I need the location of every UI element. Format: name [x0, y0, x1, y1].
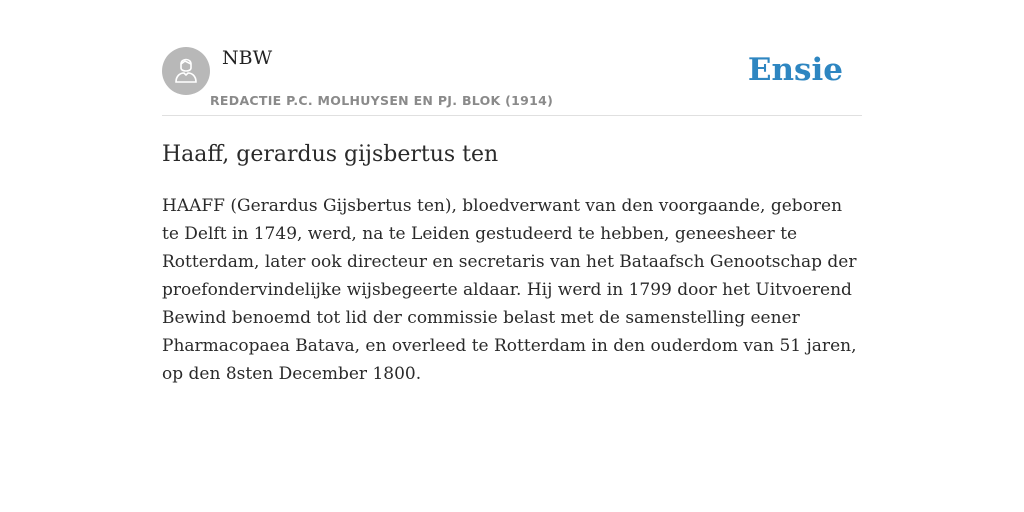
user-icon [173, 54, 199, 89]
author-avatar[interactable] [162, 47, 210, 95]
article-body: HAAFF (Gerardus Gijsbertus ten), bloedverwant van den voorgaande, geboren te Delft in 1749, werd, na te Leiden gestudeerd te hebben, geneesheer te Rotterdam, later ook directeur en secretaris van het Bataafsch Genootschap der proefondervindelijke wijsbegeerte aldaar. Hij werd in 1799 door het Uitvoerend Bewind benoemd tot lid der commissie belast met de samenstelling eener Pharmacopaea Batava, en overleed te Rotterdam in den ouderdom van 51 jaren, op den 8sten December 1800. [162, 196, 857, 384]
article-title: Haaff, gerardus gijsbertus ten [162, 142, 499, 167]
author-name[interactable]: NBW [222, 47, 273, 69]
source-label: REDACTIE P.C. MOLHUYSEN EN PJ. BLOK (1914) [210, 93, 554, 108]
ensie-logo[interactable]: Ensie [747, 52, 843, 88]
article-header [162, 46, 862, 116]
